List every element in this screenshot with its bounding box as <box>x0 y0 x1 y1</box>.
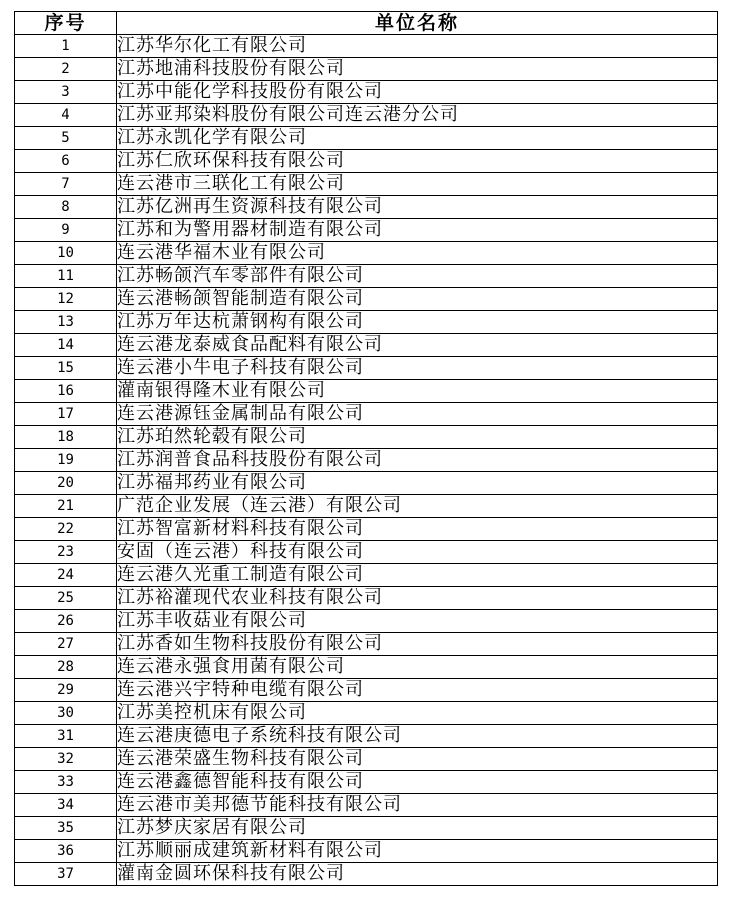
unit-name-cell: 江苏美控机床有限公司 <box>117 702 718 725</box>
serial-number-cell: 28 <box>15 656 117 679</box>
serial-number-cell: 25 <box>15 587 117 610</box>
serial-number-cell: 13 <box>15 311 117 334</box>
serial-number-cell: 12 <box>15 288 117 311</box>
unit-name-cell: 连云港荣盛生物科技有限公司 <box>117 748 718 771</box>
table-row <box>15 587 718 610</box>
table-row <box>15 495 718 518</box>
serial-number-cell: 16 <box>15 380 117 403</box>
table-row <box>15 58 718 81</box>
table-row <box>15 817 718 840</box>
serial-number-cell: 32 <box>15 748 117 771</box>
table-row <box>15 840 718 863</box>
unit-name-cell: 江苏华尔化工有限公司 <box>117 35 718 58</box>
header-row <box>15 12 718 35</box>
serial-number-cell: 6 <box>15 150 117 173</box>
unit-name-cell: 江苏顺丽成建筑新材料有限公司 <box>117 840 718 863</box>
unit-name-cell: 江苏和为警用器材制造有限公司 <box>117 219 718 242</box>
serial-number-cell: 29 <box>15 679 117 702</box>
serial-number-cell: 26 <box>15 610 117 633</box>
table-row <box>15 173 718 196</box>
table-row <box>15 35 718 58</box>
serial-number-cell: 1 <box>15 35 117 58</box>
table-row <box>15 518 718 541</box>
serial-number-cell: 35 <box>15 817 117 840</box>
serial-number-cell: 34 <box>15 794 117 817</box>
serial-number-cell: 11 <box>15 265 117 288</box>
unit-name-cell: 江苏润普食品科技股份有限公司 <box>117 449 718 472</box>
serial-number-cell: 24 <box>15 564 117 587</box>
header-unit-name: 单位名称 <box>117 12 718 35</box>
table-body <box>15 35 718 886</box>
table-row <box>15 702 718 725</box>
serial-number-cell: 14 <box>15 334 117 357</box>
table-row <box>15 334 718 357</box>
serial-number-cell: 10 <box>15 242 117 265</box>
table-row <box>15 449 718 472</box>
table-row <box>15 357 718 380</box>
unit-name-cell: 连云港久光重工制造有限公司 <box>117 564 718 587</box>
unit-name-cell: 连云港畅颌智能制造有限公司 <box>117 288 718 311</box>
serial-number-cell: 2 <box>15 58 117 81</box>
table-row <box>15 219 718 242</box>
serial-number-cell: 30 <box>15 702 117 725</box>
table-row <box>15 242 718 265</box>
serial-number-cell: 7 <box>15 173 117 196</box>
unit-name-cell: 江苏畅颌汽车零部件有限公司 <box>117 265 718 288</box>
table-row <box>15 380 718 403</box>
serial-number-cell: 33 <box>15 771 117 794</box>
table-row <box>15 564 718 587</box>
table-row <box>15 656 718 679</box>
unit-name-cell: 江苏中能化学科技股份有限公司 <box>117 81 718 104</box>
unit-name-cell: 连云港源钰金属制品有限公司 <box>117 403 718 426</box>
unit-name-cell: 连云港华福木业有限公司 <box>117 242 718 265</box>
table-row <box>15 265 718 288</box>
serial-number-cell: 36 <box>15 840 117 863</box>
serial-number-cell: 19 <box>15 449 117 472</box>
unit-name-cell: 江苏永凯化学有限公司 <box>117 127 718 150</box>
unit-name-cell: 灌南金圆环保科技有限公司 <box>117 863 718 886</box>
unit-name-cell: 江苏梦庆家居有限公司 <box>117 817 718 840</box>
unit-name-cell: 江苏香如生物科技股份有限公司 <box>117 633 718 656</box>
unit-name-cell: 江苏亿洲再生资源科技有限公司 <box>117 196 718 219</box>
serial-number-cell: 15 <box>15 357 117 380</box>
unit-name-cell: 连云港龙泰威食品配料有限公司 <box>117 334 718 357</box>
unit-name-cell: 连云港庚德电子系统科技有限公司 <box>117 725 718 748</box>
serial-number-cell: 22 <box>15 518 117 541</box>
table-header <box>15 12 718 35</box>
table-row <box>15 633 718 656</box>
table-row <box>15 541 718 564</box>
unit-name-cell: 江苏仁欣环保科技有限公司 <box>117 150 718 173</box>
table-row <box>15 127 718 150</box>
unit-name-cell: 连云港鑫德智能科技有限公司 <box>117 771 718 794</box>
serial-number-cell: 5 <box>15 127 117 150</box>
table-row <box>15 403 718 426</box>
serial-number-cell: 8 <box>15 196 117 219</box>
table-row <box>15 150 718 173</box>
serial-number-cell: 27 <box>15 633 117 656</box>
unit-name-cell: 连云港兴宇特种电缆有限公司 <box>117 679 718 702</box>
table-row <box>15 679 718 702</box>
table-row <box>15 104 718 127</box>
table-row <box>15 610 718 633</box>
unit-name-cell: 连云港永强食用菌有限公司 <box>117 656 718 679</box>
table-row <box>15 196 718 219</box>
table-row <box>15 426 718 449</box>
serial-number-cell: 4 <box>15 104 117 127</box>
table-row <box>15 794 718 817</box>
table-row <box>15 725 718 748</box>
table-row <box>15 81 718 104</box>
serial-number-cell: 31 <box>15 725 117 748</box>
company-table <box>14 11 718 886</box>
table-row <box>15 311 718 334</box>
unit-name-cell: 连云港小牛电子科技有限公司 <box>117 357 718 380</box>
unit-name-cell: 广范企业发展（连云港）有限公司 <box>117 495 718 518</box>
unit-name-cell: 江苏福邦药业有限公司 <box>117 472 718 495</box>
table-row <box>15 748 718 771</box>
unit-name-cell: 连云港市三联化工有限公司 <box>117 173 718 196</box>
serial-number-cell: 23 <box>15 541 117 564</box>
unit-name-cell: 江苏地浦科技股份有限公司 <box>117 58 718 81</box>
serial-number-cell: 37 <box>15 863 117 886</box>
serial-number-cell: 17 <box>15 403 117 426</box>
serial-number-cell: 9 <box>15 219 117 242</box>
unit-name-cell: 江苏智富新材料科技有限公司 <box>117 518 718 541</box>
header-serial-number: 序号 <box>15 12 117 35</box>
serial-number-cell: 18 <box>15 426 117 449</box>
table-row <box>15 863 718 886</box>
serial-number-cell: 3 <box>15 81 117 104</box>
table-row <box>15 288 718 311</box>
unit-name-cell: 江苏亚邦染料股份有限公司连云港分公司 <box>117 104 718 127</box>
unit-name-cell: 连云港市美邦德节能科技有限公司 <box>117 794 718 817</box>
serial-number-cell: 20 <box>15 472 117 495</box>
company-list-sheet <box>14 11 717 886</box>
unit-name-cell: 江苏裕灌现代农业科技有限公司 <box>117 587 718 610</box>
serial-number-cell: 21 <box>15 495 117 518</box>
unit-name-cell: 灌南银得隆木业有限公司 <box>117 380 718 403</box>
table-row <box>15 472 718 495</box>
unit-name-cell: 江苏万年达杭萧钢构有限公司 <box>117 311 718 334</box>
unit-name-cell: 安固（连云港）科技有限公司 <box>117 541 718 564</box>
table-row <box>15 771 718 794</box>
unit-name-cell: 江苏珀然轮毂有限公司 <box>117 426 718 449</box>
unit-name-cell: 江苏丰收菇业有限公司 <box>117 610 718 633</box>
